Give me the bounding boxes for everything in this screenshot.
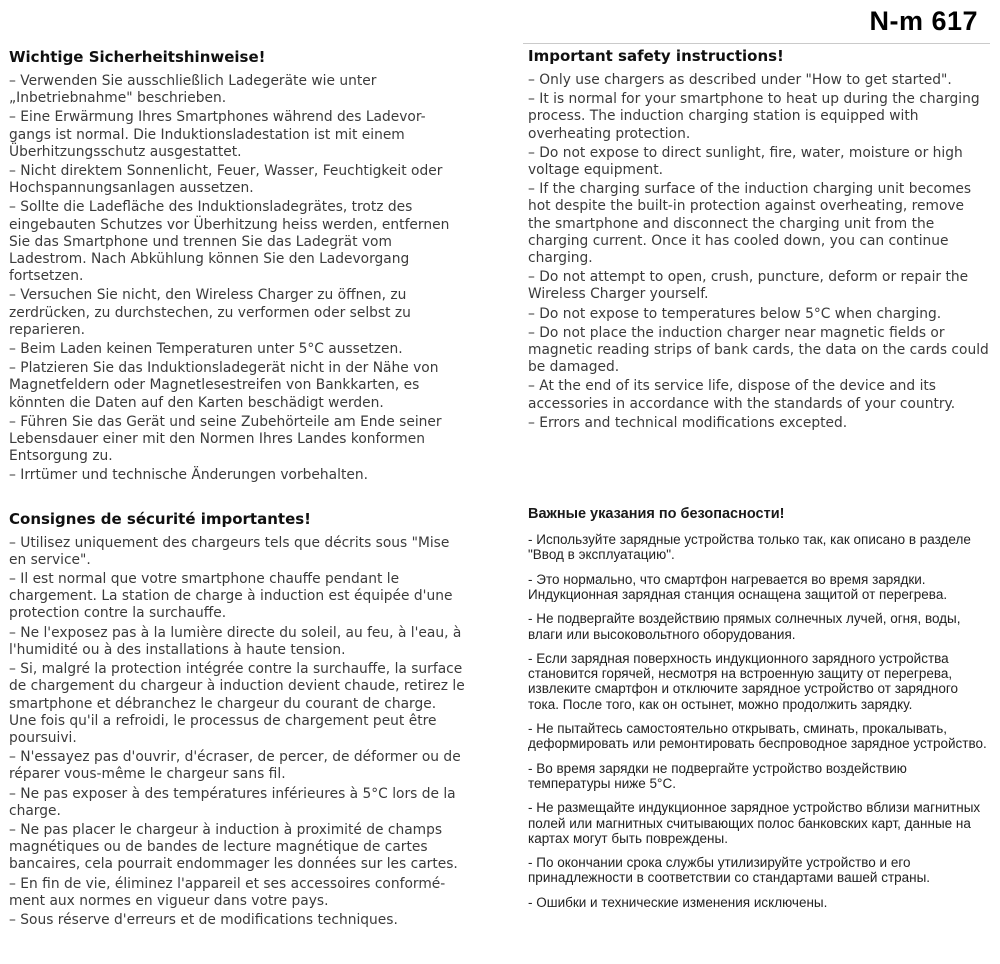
- instruction-item: – Verwenden Sie ausschließlich Ladegeräte wie unter „Inbetriebnahme" beschrieben.: [9, 73, 377, 107]
- instruction-item: – Ne l'exposez pas à la lumière directe du soleil, au feu, à l'eau, à l'humidité ou à des installations à haute tension.: [9, 624, 462, 658]
- section-french: [9, 510, 467, 929]
- instruction-item: – At the end of its service life, dispose of the device and its accessories in accordance with the standards of your country.: [528, 378, 956, 412]
- german-section-heading: Wichtige Sicherheitshinweise!: [9, 48, 266, 66]
- instruction-item: – Eine Erwärmung Ihres Smartphones während des Ladevor-gangs ist normal. Die Induktionsladestation ist mit einem Überhitzungsschutz ausgestattet.: [9, 109, 426, 160]
- french-section-heading: Consignes de sécurité importantes!: [9, 509, 312, 528]
- instruction-item: – Errors and technical modifications excepted.: [528, 414, 848, 431]
- instruction-item: – Platzieren Sie das Induktionsladegerät nicht in der Nähe von Magnetfeldern oder Magnetlesestreifen von Bankkarten, es könnten die Daten auf den Karten beschädigt werden.: [9, 360, 439, 411]
- instruction-item: - Используйте зарядные устройства только так, как описано в разделе "Ввод в эксплуатацию".: [528, 532, 971, 563]
- instruction-item: - Не подвергайте воздействию прямых солнечных лучей, огня, воды, влаги или высоковольтного оборудования.: [528, 611, 961, 642]
- instruction-item: – Utilisez uniquement des chargeurs tels que décrits sous "Mise en service".: [9, 534, 450, 568]
- instruction-item: – Si, malgré la protection intégrée contre la surchauffe, la surface de chargement du chargeur à induction devient chaude, retirez le smartphone et débranchez le chargeur du courant de charge. Une fois qu'il a refroidi, le processus de chargement peut être poursuivi.: [9, 661, 465, 746]
- instruction-item: - Не пытайтесь самостоятельно открывать, сминать, прокалывать, деформировать или ремонтировать беспроводное зарядное устройство.: [528, 721, 987, 752]
- instruction-item: - Если зарядная поверхность индукционного зарядного устройства становится горячей, несмотря на встроенную защиту от перегрева, извлеките смартфон и отключите зарядное устройство от зарядного тока. После того, как он остынет, можно продолжить зарядку.: [528, 650, 959, 712]
- instruction-item: – Versuchen Sie nicht, den Wireless Charger zu öffnen, zu zerdrücken, zu durchstechen, zu verformen oder selbst zu reparieren.: [9, 287, 411, 338]
- model-number: N-m 617: [869, 6, 978, 36]
- instruction-item: - Ошибки и технические изменения исключены.: [528, 894, 828, 910]
- english-section-heading: Important safety instructions!: [528, 47, 784, 65]
- instruction-item: – Beim Laden keinen Temperaturen unter 5°C aussetzen.: [9, 341, 403, 358]
- instruction-item: – Ne pas exposer à des températures inférieures à 5°C lors de la charge.: [9, 785, 456, 819]
- instruction-item: – Irrtümer und technische Änderungen vorbehalten.: [9, 467, 368, 484]
- instruction-item: – Do not expose to direct sunlight, fire, water, moisture or high voltage equipment.: [528, 144, 963, 179]
- left-column: [9, 48, 467, 931]
- instruction-item: – Do not place the induction charger near magnetic fields or magnetic reading strips of bank cards, the data on the cards could be damaged.: [528, 324, 989, 376]
- section-german: [9, 48, 467, 485]
- instruction-item: – Il est normal que votre smartphone chauffe pendant le chargement. La station de charge à induction est équipée d'une protection contre la surchauffe.: [9, 571, 453, 622]
- instruction-item: - Во время зарядки не подвергайте устройство воздействию температуры ниже 5°C.: [528, 760, 907, 791]
- instruction-item: – N'essayez pas d'ouvrir, d'écraser, de percer, de déformer ou de réparer vous-même le chargeur sans fil.: [9, 749, 461, 783]
- section-russian: [523, 506, 990, 910]
- instruction-item: – En fin de vie, éliminez l'appareil et ses accessoires conformé-ment aux normes en vigueur dans votre pays.: [9, 875, 446, 909]
- russian-section-heading: Важные указания по безопасности!: [528, 506, 785, 523]
- instruction-item: - По окончании срока службы утилизируйте устройство и его принадлежности в соответствии со стандартами вашей страны.: [528, 855, 931, 886]
- instruction-item: – Ne pas placer le chargeur à induction à proximité de champs magnétiques ou de bandes de lecture magnétique de cartes bancaires, cela pourrait endommager les données sur les cartes.: [9, 821, 458, 873]
- french-section-body: [9, 535, 467, 929]
- russian-section-body: [528, 532, 990, 910]
- right-column: [523, 0, 990, 919]
- instruction-item: – Only use chargers as described under "How to get started".: [528, 72, 952, 88]
- instruction-item: – Führen Sie das Gerät und seine Zubehörteile am Ende seiner Lebensdauer einer mit den Normen Ihres Landes konformen Entsorgung zu.: [9, 413, 442, 465]
- header-divider: [523, 43, 990, 44]
- instruction-item: – It is normal for your smartphone to heat up during the charging process. The induction charging station is equipped with overheating protection.: [528, 91, 980, 142]
- instruction-item: - Это нормально, что смартфон нагревается во время зарядки. Индукционная зарядная станция оснащена защитой от перегрева.: [528, 571, 948, 602]
- instruction-item: – If the charging surface of the induction charging unit becomes hot despite the built-in protection against overheating, remove the smartphone and disconnect the charging unit from the charging current. Once it has cooled down, you can continue charging.: [528, 181, 972, 267]
- instruction-item: - Не размещайте индукционное зарядное устройство вблизи магнитных полей или магнитных считывающих полос банковских карт, данные на картах могут быть повреждены.: [528, 800, 981, 846]
- german-section-body: [9, 73, 467, 485]
- section-english: [523, 47, 990, 432]
- instruction-item: – Nicht direktem Sonnenlicht, Feuer, Wasser, Feuchtigkeit oder Hochspannungsanlagen aussetzen.: [9, 163, 443, 197]
- instruction-item: – Sollte die Ladefläche des Induktionsladegrätes, trotz des eingebauten Schutzes vor Überhitzung heiss werden, entfernen Sie das Smartphone und trennen Sie das Ladegrät vom Ladestrom. Nach Abkühlung können Sie den Ladevorgang fortsetzen.: [9, 199, 450, 285]
- english-section-body: [528, 72, 990, 432]
- instruction-item: – Sous réserve d'erreurs et de modifications techniques.: [9, 911, 398, 928]
- instruction-item: – Do not attempt to open, crush, puncture, deform or repair the Wireless Charger yourself.: [528, 269, 969, 303]
- instruction-item: – Do not expose to temperatures below 5°C when charging.: [528, 305, 942, 322]
